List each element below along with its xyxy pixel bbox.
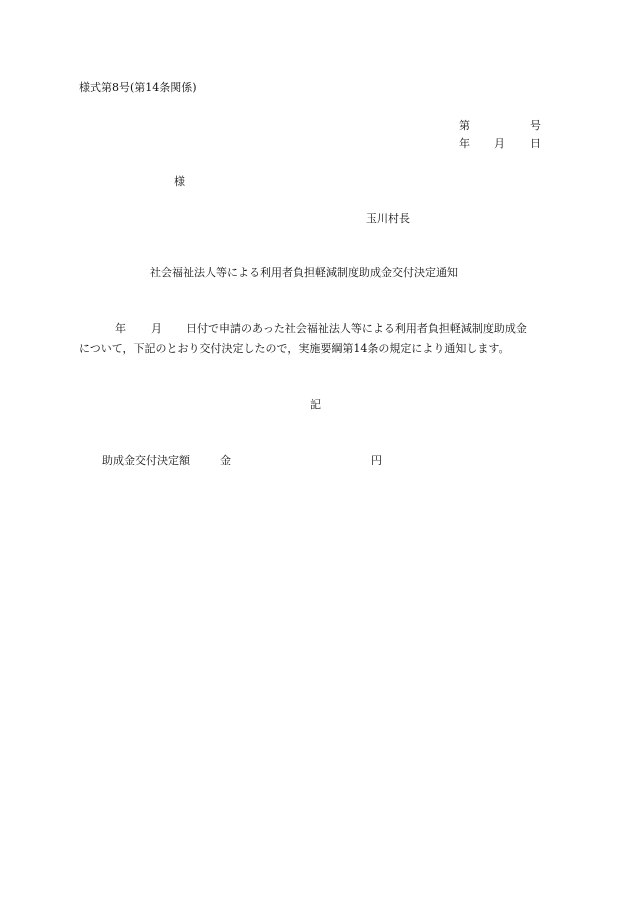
amount-yen-label: 円 — [371, 454, 382, 467]
document-number-suffix: 号 — [530, 119, 541, 132]
body-text-line-2: について，下記のとおり交付決定したので，実施要綱第14条の規定により通知します。 — [79, 342, 510, 355]
body-month-label: 月 — [151, 322, 162, 335]
ki-heading: 記 — [310, 398, 321, 411]
document-title: 社会福祉法人等による利用者負担軽減制度助成金交付決定通知 — [150, 266, 458, 279]
date-year-label: 年 — [459, 137, 470, 150]
body-text-line-1: 日付で申請のあった社会福祉法人等による利用者負担軽減制度助成金 — [186, 322, 527, 335]
amount-kin-label: 金 — [220, 454, 231, 467]
form-number-label: 様式第8号(第14条関係) — [79, 81, 197, 94]
date-month-label: 月 — [494, 137, 505, 150]
issuer-name: 玉川村長 — [366, 212, 410, 225]
recipient-honorific: 様 — [174, 175, 185, 188]
date-day-label: 日 — [530, 137, 541, 150]
body-year-label: 年 — [115, 322, 126, 335]
amount-label: 助成金交付決定額 — [102, 454, 190, 467]
document-number-prefix: 第 — [459, 119, 470, 132]
